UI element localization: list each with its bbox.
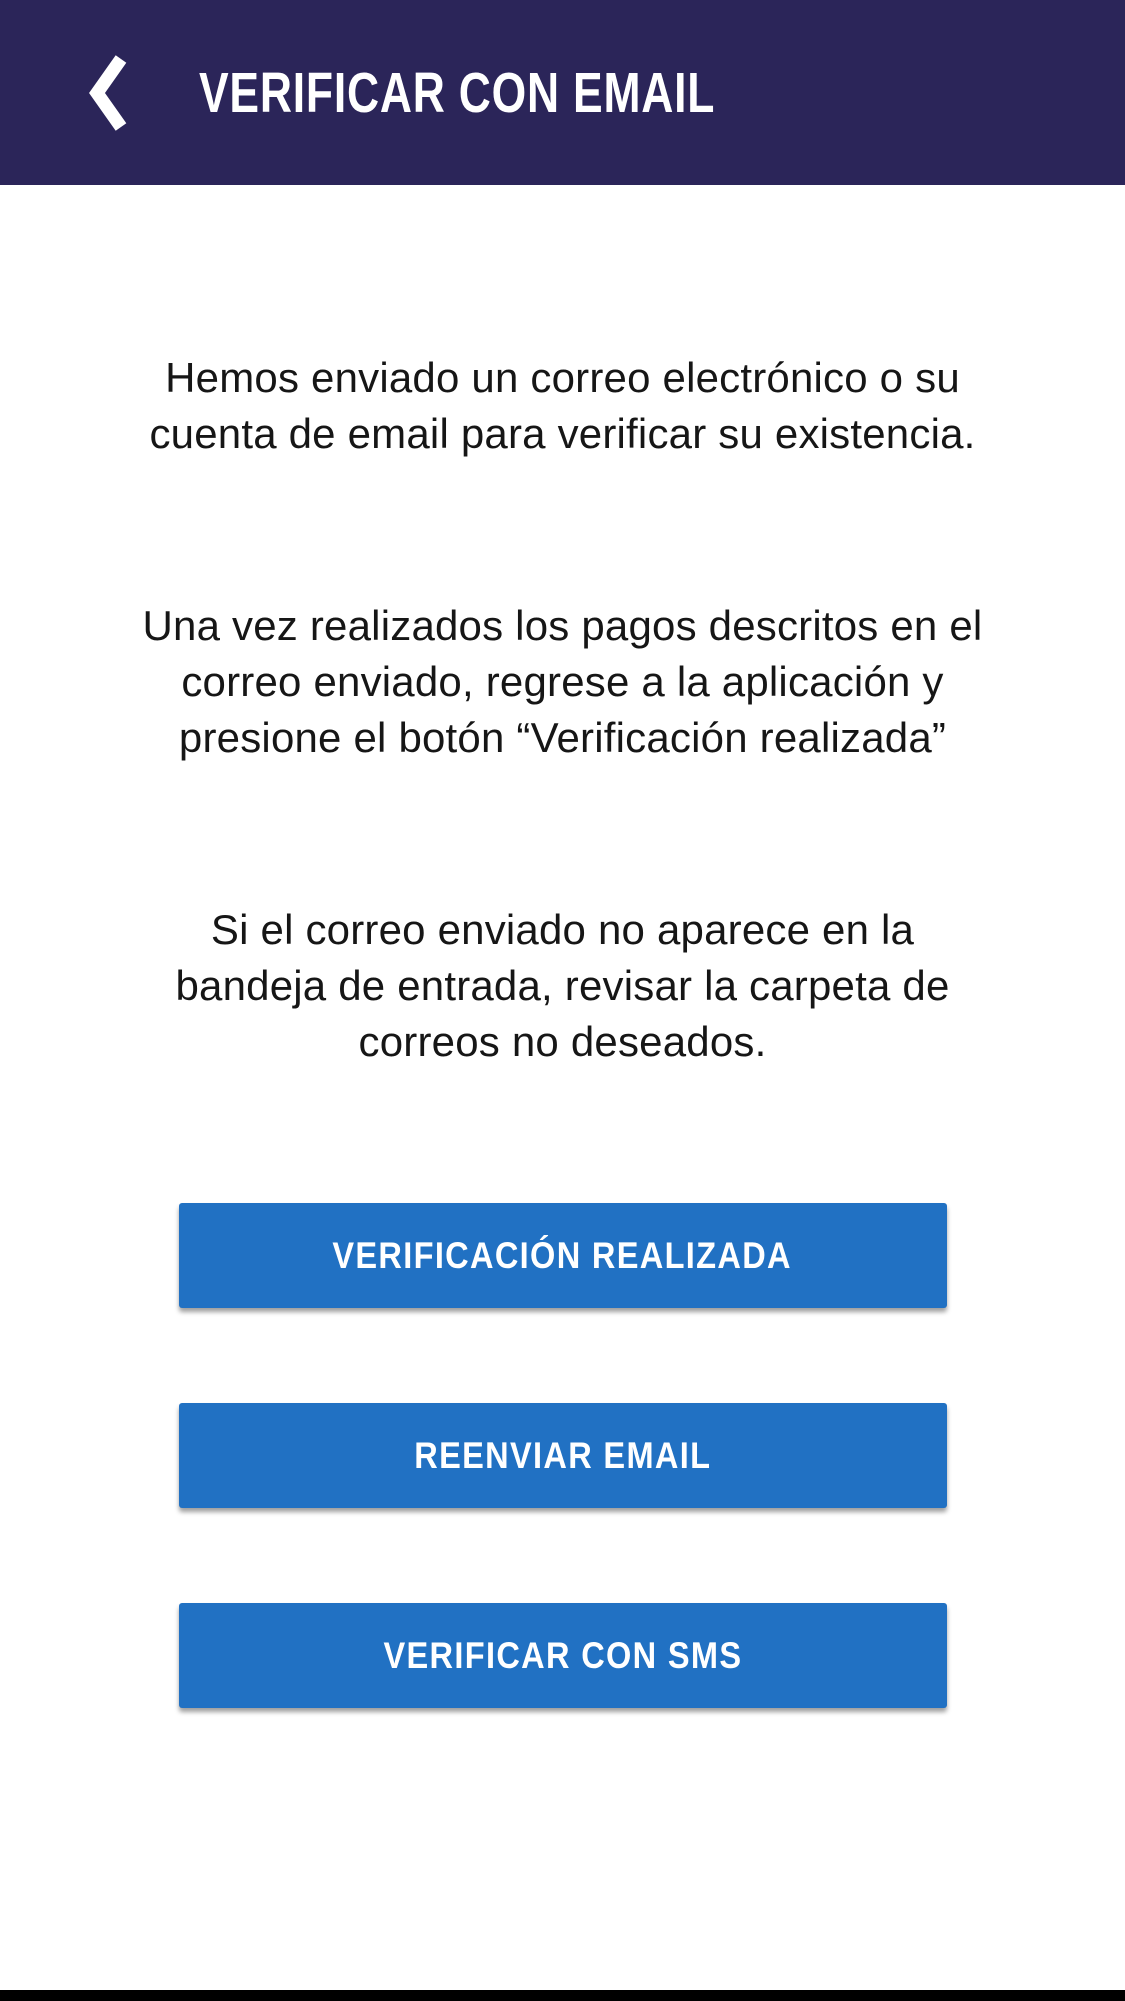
instruction-paragraph-payments [58,598,1068,766]
paragraph-line: bandeja de entrada, revisar la carpeta de [175,962,950,1009]
paragraph-line: Si el correo enviado no aparece en la [210,906,915,953]
button-stack [0,1203,1125,1708]
verification-done-button-label: VERIFICACIÓN REALIZADA [332,1234,793,1276]
resend-email-button[interactable] [179,1403,947,1508]
app-header [0,0,1125,185]
chevron-left-icon [87,54,129,132]
instruction-paragraph-email-sent [58,350,1068,462]
paragraph-line: Hemos enviado un correo electrónico o su [165,354,960,401]
resend-email-button-label: REENVIAR EMAIL [413,1434,712,1476]
bottom-bar [0,1990,1125,2001]
page-title: VERIFICAR CON EMAIL [199,60,716,125]
back-button[interactable] [85,52,131,134]
paragraph-line: presione el botón “Verificación realizada” [178,714,947,761]
paragraph-line: cuenta de email para verificar su existencia. [149,410,976,457]
paragraph-line: correo enviado, regrese a la aplicación y [181,658,944,705]
verify-with-sms-button-label: VERIFICAR CON SMS [383,1634,742,1676]
paragraph-line: correos no deseados. [358,1018,767,1065]
paragraph-line: Una vez realizados los pagos descritos en el [142,602,983,649]
instruction-paragraph-spam-folder [58,902,1068,1070]
verification-done-button[interactable] [179,1203,947,1308]
content [0,185,1125,1708]
verify-with-sms-button[interactable] [179,1603,947,1708]
